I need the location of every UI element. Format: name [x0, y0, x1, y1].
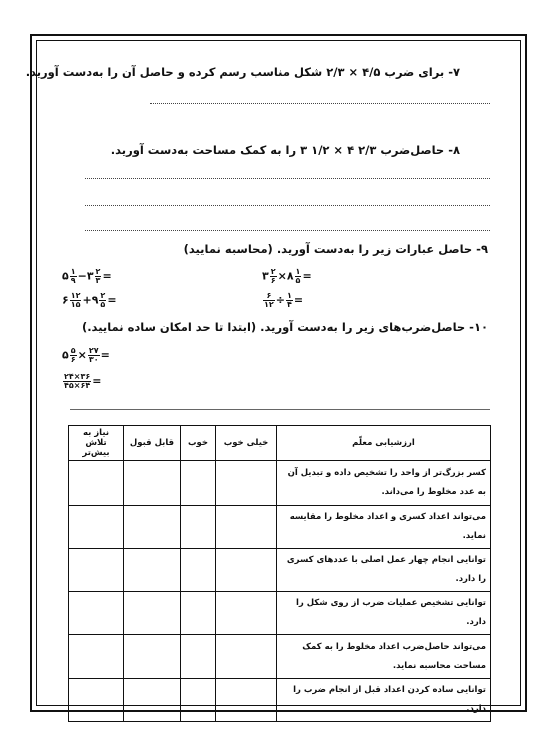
checkbox-cell[interactable]: [124, 592, 181, 635]
criterion-cell: می‌تواند اعداد کسری و اعداد مخلوط را مقایسه نماید.: [277, 506, 491, 549]
expression-10b: $\frac{۲۴\times ۳۶}{۴۵\times ۶۴}$ =: [64, 372, 102, 390]
checkbox-cell[interactable]: [124, 506, 181, 549]
checkbox-cell[interactable]: [181, 506, 216, 549]
checkbox-cell[interactable]: [181, 461, 216, 506]
checkbox-cell[interactable]: [181, 592, 216, 635]
table-row: [69, 549, 491, 592]
checkbox-cell[interactable]: [216, 549, 277, 592]
checkbox-cell[interactable]: [69, 592, 124, 635]
checkbox-cell[interactable]: [124, 679, 181, 722]
question-7: ۷- برای ضرب ۴/۵ × ۲/۳ شکل مناسب رسم کرده و حاصل آن را به‌دست آورید.: [25, 65, 460, 79]
checkbox-cell[interactable]: [69, 679, 124, 722]
checkbox-cell[interactable]: [216, 635, 277, 679]
checkbox-cell[interactable]: [69, 506, 124, 549]
expression-10a: ۵ $\frac{۵}{۶}$ × $\frac{۲۷}{۳۰}$ =: [62, 346, 110, 364]
checkbox-cell[interactable]: [216, 679, 277, 722]
table-row: [69, 679, 491, 722]
checkbox-cell[interactable]: [216, 506, 277, 549]
checkbox-cell[interactable]: [69, 549, 124, 592]
question-10: ۱۰- حاصل‌ضرب‌های زیر را به‌دست آورید. (ابتدا تا حد امکان ساده نمایید.): [81, 320, 488, 334]
table-row: [69, 461, 491, 506]
section-divider: [70, 409, 490, 410]
criterion-cell: توانایی انجام چهار عمل اصلی با عددهای کسری را دارد.: [277, 549, 491, 592]
checkbox-cell[interactable]: [181, 679, 216, 722]
header-good: خوب: [181, 426, 216, 461]
header-very-good: خیلی خوب: [216, 426, 277, 461]
expression-9a: ۳ $\frac{۲}{۶}$ ×۸ $\frac{۱}{۵}$ =: [262, 267, 312, 285]
criterion-cell: می‌تواند حاصل‌ضرب اعداد مخلوط را به کمک مساحت محاسبه نماید.: [277, 635, 491, 679]
checkbox-cell[interactable]: [181, 635, 216, 679]
criterion-cell: توانایی ساده کردن اعداد قبل از انجام ضرب را دارد.: [277, 679, 491, 722]
checkbox-cell[interactable]: [69, 461, 124, 506]
checkbox-cell[interactable]: [216, 592, 277, 635]
checkbox-cell[interactable]: [124, 635, 181, 679]
table-header-row: [69, 426, 491, 461]
answer-line: [85, 178, 490, 179]
answer-line: [85, 230, 490, 231]
criterion-cell: توانایی تشخیص عملیات ضرب از روی شکل را دارد.: [277, 592, 491, 635]
table-row: [69, 592, 491, 635]
expression-9b: ۵ $\frac{۱}{۹}$ −۳ $\frac{۲}{۳}$ =: [62, 267, 112, 285]
checkbox-cell[interactable]: [181, 549, 216, 592]
checkbox-cell[interactable]: [216, 461, 277, 506]
checkbox-cell[interactable]: [124, 461, 181, 506]
header-acceptable: قابل قبول: [124, 426, 181, 461]
header-needs-effort: نیاز به تلاش بیش‌تر: [69, 426, 124, 461]
teacher-evaluation-table: [68, 425, 491, 722]
expression-9d: ۶ $\frac{۱۲}{۱۵}$ +۹ $\frac{۲}{۵}$ =: [62, 291, 117, 309]
question-9: ۹- حاصل عبارات زیر را به‌دست آورید. (محاسبه نمایید): [183, 242, 488, 256]
header-criteria: ارزشیابی معلّم: [277, 426, 491, 461]
checkbox-cell[interactable]: [124, 549, 181, 592]
question-8: ۸- حاصل‌ضرب ۲/۳ ۴ × ۱/۲ ۳ را به کمک مساحت به‌دست آورید.: [110, 143, 460, 157]
table-row: [69, 635, 491, 679]
checkbox-cell[interactable]: [69, 635, 124, 679]
criterion-cell: کسر بزرگ‌تر از واحد را تشخیص داده و تبدیل آن به عدد مخلوط را می‌داند.: [277, 461, 491, 506]
answer-line: [85, 205, 490, 206]
answer-line: [150, 103, 490, 104]
expression-9c: $\frac{۶}{۱۲}$ ÷ $\frac{۱}{۴}$ =: [264, 291, 304, 309]
table-row: [69, 506, 491, 549]
